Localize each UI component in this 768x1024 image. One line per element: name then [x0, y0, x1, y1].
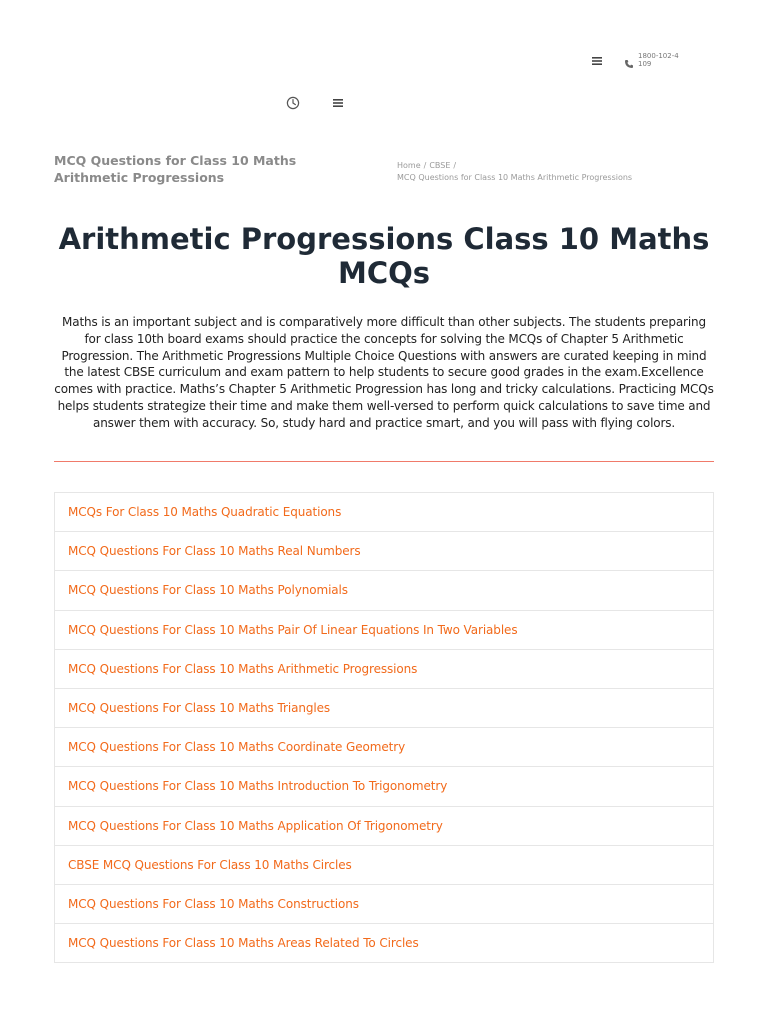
- related-link[interactable]: MCQ Questions For Class 10 Maths Real Numbers: [68, 544, 361, 559]
- breadcrumb-current: MCQ Questions for Class 10 Maths Arithmetic Progressions: [397, 173, 633, 182]
- list-item: [55, 846, 713, 885]
- related-link[interactable]: MCQ Questions For Class 10 Maths Pair Of Linear Equations In Two Variables: [68, 622, 518, 637]
- breadcrumb-home[interactable]: Home: [397, 161, 421, 170]
- section-divider: [54, 461, 714, 462]
- clock-icon[interactable]: [286, 95, 300, 109]
- secondary-bar: [0, 94, 768, 112]
- phone-link[interactable]: [624, 52, 682, 68]
- breadcrumb-separator: /: [423, 161, 427, 170]
- breadcrumb-separator: /: [453, 161, 457, 170]
- list-item: [55, 807, 713, 846]
- article-intro: Maths is an important subject and is comparatively more difficult than other subjects. The students preparing for class 10th board exams should practice the concepts for solving the MCQs of Chapter 5 Arithmetic Progression. The Arithmetic Progressions Multiple Choice Questions with answers are curated keeping in mind the latest CBSE curriculum and exam pattern to help students to secure good grades in the exam.Excellence comes with practice. Maths’s Chapter 5 Arithmetic Progression has long and tricky calculations. Practicing MCQs helps students strategize their time and make them well-versed to perform quick calculations to save time and answer them with accuracy. So, study hard and practice smart, and you will pass with flying colors.: [54, 315, 714, 430]
- page-title: MCQ Questions for Class 10 Maths Arithmetic Progressions: [54, 153, 297, 185]
- related-link[interactable]: MCQ Questions For Class 10 Maths Constructions: [68, 896, 359, 911]
- list-item: [55, 611, 713, 650]
- list-item: [55, 689, 713, 728]
- related-link[interactable]: MCQ Questions For Class 10 Maths Arithmetic Progressions: [68, 661, 418, 676]
- related-link[interactable]: MCQ Questions For Class 10 Maths Coordinate Geometry: [68, 740, 406, 755]
- phone-number: 1800-102-4109: [638, 52, 679, 68]
- related-link[interactable]: MCQ Questions For Class 10 Maths Triangles: [68, 701, 331, 716]
- list-item: [55, 493, 713, 532]
- related-link[interactable]: MCQ Questions For Class 10 Maths Introduction To Trigonometry: [68, 779, 448, 794]
- related-link[interactable]: MCQ Questions For Class 10 Maths Areas Related To Circles: [68, 936, 419, 951]
- related-link[interactable]: MCQ Questions For Class 10 Maths Polynomials: [68, 583, 348, 598]
- article-heading: Arithmetic Progressions Class 10 Maths MCQs: [58, 222, 710, 290]
- phone-icon: [624, 54, 634, 64]
- related-links-list: [54, 492, 714, 963]
- list-item: [55, 728, 713, 767]
- page-header: [54, 152, 714, 192]
- list-item: [55, 571, 713, 610]
- related-link[interactable]: MCQ Questions For Class 10 Maths Application Of Trigonometry: [68, 818, 443, 833]
- list-item: [55, 924, 713, 963]
- list-item: [55, 767, 713, 806]
- top-bar: [0, 50, 768, 74]
- breadcrumb-cbse[interactable]: CBSE: [429, 161, 451, 170]
- menu-icon[interactable]: [590, 54, 604, 68]
- menu-icon[interactable]: [331, 96, 345, 110]
- related-link[interactable]: CBSE MCQ Questions For Class 10 Maths Circles: [68, 857, 352, 872]
- list-item: [55, 885, 713, 924]
- related-link[interactable]: MCQs For Class 10 Maths Quadratic Equations: [68, 505, 342, 520]
- list-item: [55, 650, 713, 689]
- breadcrumb: [397, 160, 697, 184]
- list-item: [55, 532, 713, 571]
